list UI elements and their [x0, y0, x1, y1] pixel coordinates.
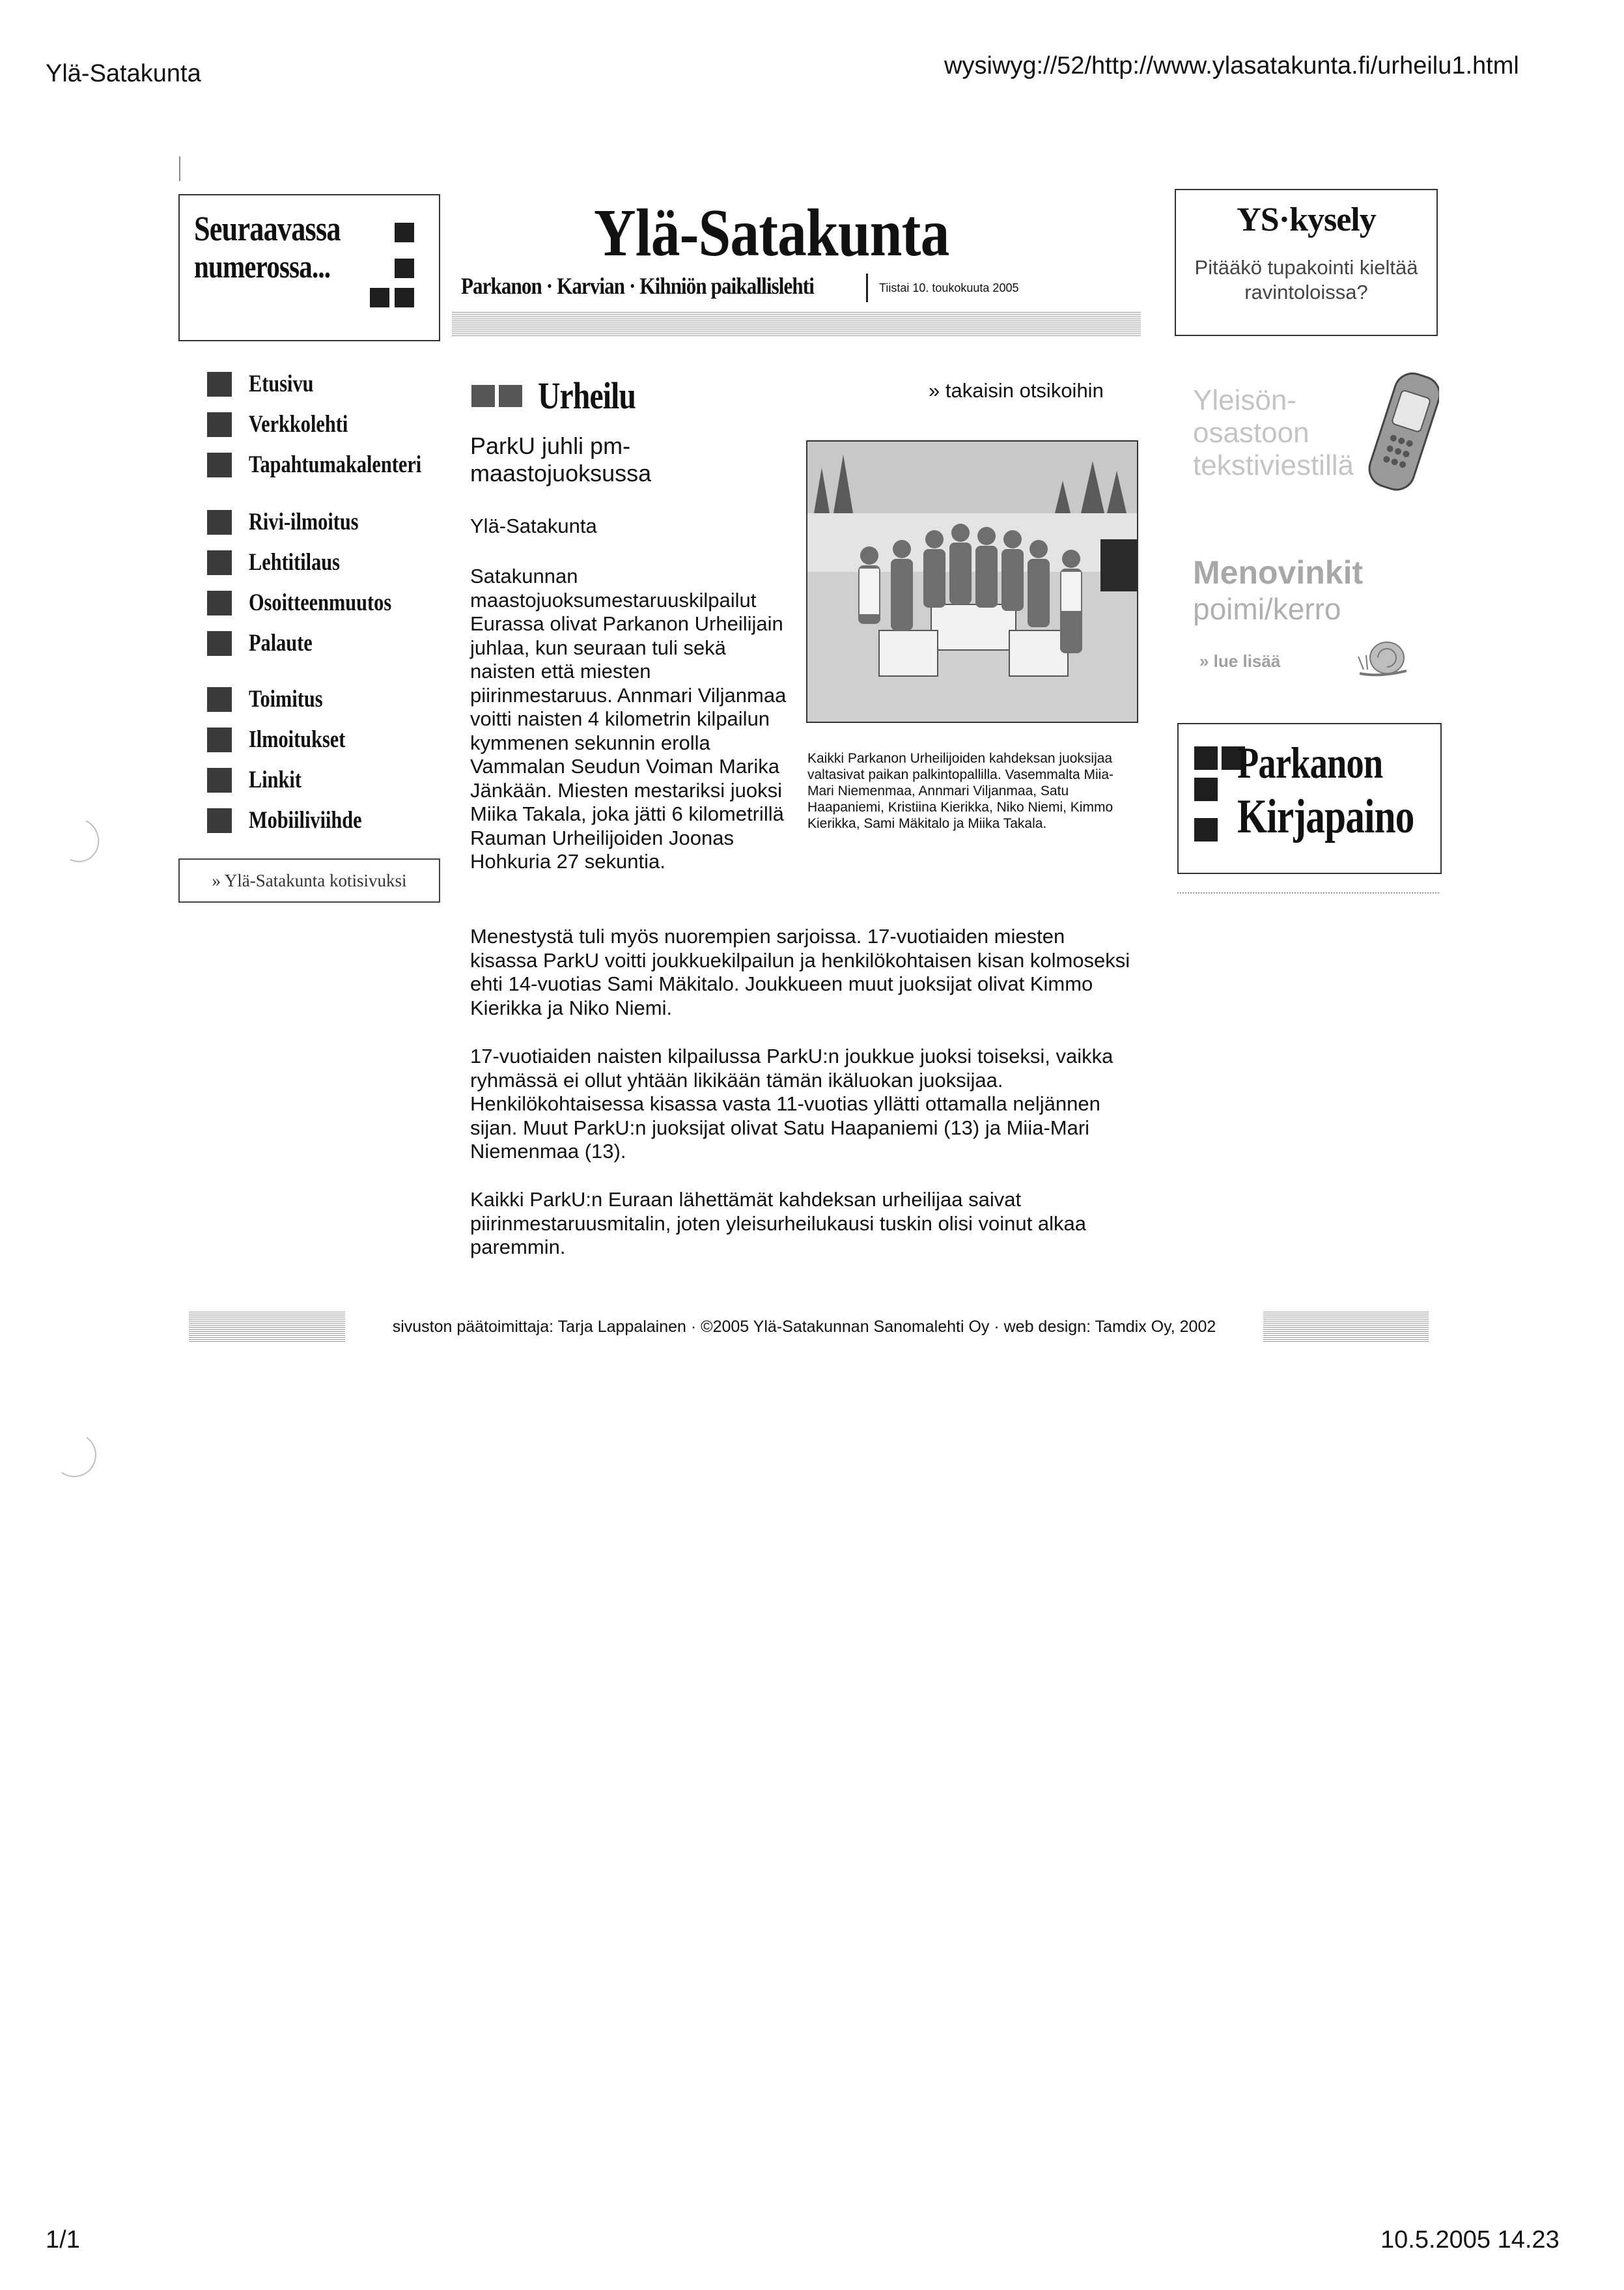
square-bullet-icon [207, 591, 232, 615]
punch-hole-mark [51, 812, 105, 868]
nav-item-lehtitilaus[interactable] [207, 548, 360, 576]
scan-mark [179, 156, 180, 181]
nav-item-label: Mobiiliviihde [249, 807, 362, 834]
snail-icon [1354, 632, 1413, 684]
back-to-headlines-link[interactable]: » takaisin otsikoihin [929, 379, 1104, 402]
masthead-tagline-row [461, 272, 871, 300]
square-bullet-icon [471, 385, 522, 407]
square-bullet-icon [207, 768, 232, 793]
next-issue-line2: numerossa... [194, 248, 331, 285]
nav-item-toimitus[interactable] [207, 685, 339, 713]
section-title: Urheilu [538, 375, 636, 417]
set-homepage-label: » Ylä-Satakunta kotisivuksi [212, 870, 407, 890]
menovinkit-title: Menovinkit [1193, 554, 1364, 591]
print-page-number: 1/1 [46, 2226, 80, 2254]
footer-credits: sivuston päätoimittaja: Tarja Lappalainen · ©2005 Ylä-Satakunnan Sanomalehti Oy · web design: Tamdix Oy, 2002 [392, 1317, 1216, 1336]
article-headline: ParkU juhli pm-maastojuoksussa [470, 432, 652, 487]
section-header [471, 374, 657, 417]
masthead-divider [866, 274, 868, 302]
masthead-tagline: Parkanon · Karvian · Kihniön paikallislehti [461, 273, 814, 299]
menovinkit-ad[interactable] [1179, 554, 1439, 697]
nav-item-label: Toimitus [249, 686, 323, 713]
sms-ad[interactable] [1179, 365, 1439, 516]
poll-box[interactable] [1175, 189, 1438, 336]
menovinkit-read-more-link[interactable]: » lue lisää [1199, 651, 1281, 671]
nav-item-label: Etusivu [249, 371, 314, 397]
photo-caption: Kaikki Parkanon Urheilijoiden kahdeksan juoksijaa valtasivat paikan palkintopallilla. Vasemmalta Miia-Mari Niemenmaa, Annmari Viljanmaa, Satu Haapaniemi, Kristiina Kierikka, Niko Niemi, Kimmo Kierikka, Sami Mäkitalo ja Miika Takala. [807, 751, 1113, 831]
masthead-logo[interactable]: Ylä-Satakunta [594, 195, 949, 270]
poll-title: YS·kysely [1237, 201, 1376, 238]
photo-people-icon [807, 442, 1137, 722]
article-source: Ylä-Satakunta [470, 515, 597, 537]
square-bullet-icon [207, 728, 232, 752]
phone-icon [1367, 366, 1439, 496]
nav-item-verkkolehti[interactable] [207, 410, 370, 438]
nav-item-osoitteenmuutos[interactable] [207, 589, 423, 617]
nav-item-mobiiliviihde[interactable] [207, 806, 387, 834]
punch-hole-mark [49, 1430, 100, 1481]
article-paragraph: Kaikki ParkU:n Euraan lähettämät kahdeksan urheilijaa saivat piirinmestaruusmitalin, joten yleisurheilukausi tuskin olisi voinut alkaa paremmin. [470, 1188, 1086, 1258]
square-bullet-icon [207, 550, 232, 575]
next-issue-promo[interactable] [178, 194, 440, 341]
article-paragraph: 17-vuotiaiden naisten kilpailussa ParkU:n joukkue juoksi toiseksi, vaikka ryhmässä ei ollut yhtään likikään tämän ikäluokan juoksijaa. Henkilökohtaisessa kisassa vasta 11-vuotias yllätti ottamalla neljännen sijan. Muut ParkU:n juoksijat olivat Satu Haapaniemi (13) ja Miia-Mari Niemenmaa (13). [470, 1045, 1113, 1163]
sms-ad-line3: tekstiviestillä [1193, 449, 1354, 481]
nav-item-linkit[interactable] [207, 766, 313, 794]
nav-item-etusivu[interactable] [207, 370, 328, 398]
article-photo [806, 440, 1138, 723]
kirjapaino-line2: Kirjapaino [1237, 790, 1414, 843]
next-issue-line1: Seuraavassa [194, 209, 341, 248]
kirjapaino-ad[interactable] [1177, 723, 1442, 874]
article-lead: Satakunnan maastojuoksumestaruuskilpailut Eurassa olivat Parkanon Urheilijain juhlaa, kun seuraan tuli sekä naisten että miesten piirinmestaruus. Annmari Viljanmaa voitti naisten 4 kilometrin kilpailun kymmenen sekunnin erolla Vammalan Seudun Voiman Marika Jänkään. Miesten mestariksi juoksi Miika Takala, joka jätti 6 kilometrillä Rauman Urheilijoiden Joonas Hohkuria 27 sekuntia. [470, 565, 787, 873]
right-column-divider [1177, 892, 1439, 894]
square-bullet-icon [207, 687, 232, 712]
nav-item-palaute[interactable] [207, 629, 326, 657]
nav-item-label: Verkkolehti [249, 411, 348, 438]
nav-item-label: Palaute [249, 630, 313, 657]
square-bullet-icon [207, 372, 232, 397]
square-bullet-icon [207, 631, 232, 656]
sms-ad-line1: Yleisön- [1193, 384, 1296, 416]
poll-question: Pitääkö tupakointi kieltää ravintoloissa? [1194, 256, 1418, 304]
print-page-url: wysiwyg://52/http://www.ylasatakunta.fi/urheilu1.html [944, 52, 1519, 79]
masthead-date: Tiistai 10. toukokuuta 2005 [879, 281, 1019, 294]
print-datetime: 10.5.2005 14.23 [1380, 2226, 1560, 2254]
nav-item-label: Linkit [249, 767, 301, 793]
nav-item-tapahtumakalenteri[interactable] [207, 451, 459, 479]
nav-item-label: Lehtitilaus [249, 549, 340, 576]
square-bullet-icon [207, 510, 232, 535]
kirjapaino-line1: Parkanon [1237, 738, 1383, 787]
masthead-hatch-bar [452, 311, 1141, 336]
square-bullet-icon [207, 453, 232, 477]
footer-credits-box [345, 1312, 1263, 1342]
nav-item-label: Ilmoitukset [249, 726, 346, 753]
nav-item-label: Rivi-ilmoitus [249, 509, 359, 535]
sms-ad-line2: osastoon [1193, 417, 1309, 449]
print-page-title: Ylä-Satakunta [46, 60, 201, 87]
nav-item-label: Osoitteenmuutos [249, 589, 392, 616]
square-bullet-icon [207, 412, 232, 437]
nav-item-label: Tapahtumakalenteri [249, 451, 422, 478]
nav-item-rivi-ilmoitus[interactable] [207, 508, 383, 536]
sms-ad-text [1193, 384, 1354, 482]
article-paragraph: Menestystä tuli myös nuorempien sarjoissa. 17-vuotiaiden miesten kisassa ParkU voitti joukkuekilpailun ja henkilökohtaisen kisan kolmoseksi ehti 14-vuotias Sami Mäkitalo. Joukkueen muut juoksijat olivat Kimmo Kierikka ja Niko Niemi. [470, 925, 1130, 1019]
nav-item-ilmoitukset[interactable] [207, 726, 367, 754]
set-homepage-link[interactable] [178, 858, 440, 903]
square-bullet-icon [207, 808, 232, 833]
menovinkit-subtitle: poimi/kerro [1193, 592, 1341, 626]
